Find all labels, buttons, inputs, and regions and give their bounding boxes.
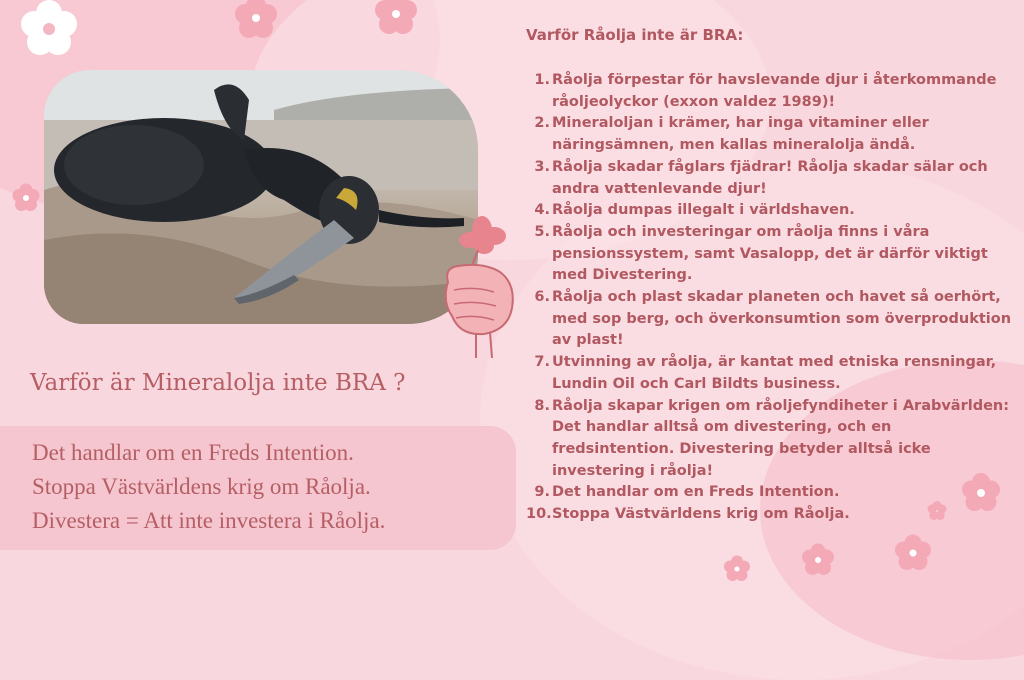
flower-icon: [720, 552, 754, 586]
list-item-number: 8.: [534, 397, 550, 414]
list-item-number: 5.: [534, 223, 550, 240]
list-item-text: Råolja och plast skadar planeten och havet så oerhört, med sop berg, och överkonsumtion som överproduktion av plast!: [552, 289, 1012, 349]
message-line: Stoppa Västvärldens krig om Råolja.: [32, 474, 371, 499]
list-item: [526, 70, 1012, 113]
list-title: Varför Råolja inte är BRA:: [526, 26, 744, 44]
reasons-list: [526, 70, 1012, 526]
list-item-text: Utvinning av råolja, är kantat med etniska rensningar, Lundin Oil och Carl Bildts business.: [552, 354, 997, 392]
list-item-text: Råolja och investeringar om råolja finns i våra pensionssystem, samt Vasalopp, det är därför viktigt med Divestering.: [552, 223, 988, 284]
message: [32, 436, 512, 538]
list-item-number: 7.: [534, 354, 550, 371]
list-item-text: Stoppa Västvärldens krig om Råolja.: [552, 506, 850, 523]
oil-covered-bird-photo: [44, 70, 478, 324]
list-item-text: Det handlar om en Freds Intention.: [552, 484, 840, 501]
list-item-number: 1.: [534, 72, 550, 88]
list-item-number: 3.: [534, 158, 550, 175]
list-item-number: 2.: [534, 115, 550, 132]
list-item: [526, 113, 1012, 156]
list-item-text: Råolja skapar krigen om råoljefyndiheter i Arabvärlden: Det handlar alltså om divestering, och en fredsintention. Divestering betyder alltså icke investering i råolja!: [552, 397, 1010, 479]
list-item: [526, 157, 1012, 200]
message-line: Divestera = Att inte investera i Råolja.: [32, 508, 386, 533]
list-item: [526, 222, 1012, 287]
message-line: Det handlar om en Freds Intention.: [32, 440, 354, 465]
list-item: [526, 200, 1012, 222]
flower-icon: [14, 0, 84, 64]
list-item-number: 10.: [526, 506, 552, 523]
list-item-text: Råolja förpestar för havslevande djur i återkommande råoljeolyckor (exxon valdez 1989)!: [552, 72, 997, 110]
list-item: [526, 482, 1012, 504]
list-item: [526, 287, 1012, 352]
list-item-number: 4.: [534, 202, 550, 219]
flower-icon: [368, 0, 424, 42]
left-subtitle: Varför är Mineralolja inte BRA ?: [30, 370, 406, 396]
list-item-text: Mineraloljan i krämer, har inga vitaminer eller näringsämnen, men kallas mineralolja ändå.: [552, 115, 929, 154]
list-item-number: 6.: [534, 289, 550, 306]
list-item: [526, 504, 1012, 526]
list-item-text: Råolja dumpas illegalt i världshaven.: [552, 202, 855, 219]
list-item: [526, 352, 1012, 395]
flower-icon: [228, 0, 284, 46]
list-item-number: 9.: [534, 484, 550, 501]
flower-icon: [798, 540, 838, 580]
list-item: [526, 396, 1012, 483]
flower-icon: [890, 530, 936, 576]
list-item-text: Råolja skadar fåglars fjädrar! Råolja skadar sälar och andra vattenlevande djur!: [552, 158, 988, 197]
hand-holding-flower-icon: [424, 210, 520, 360]
flower-icon: [8, 180, 44, 216]
